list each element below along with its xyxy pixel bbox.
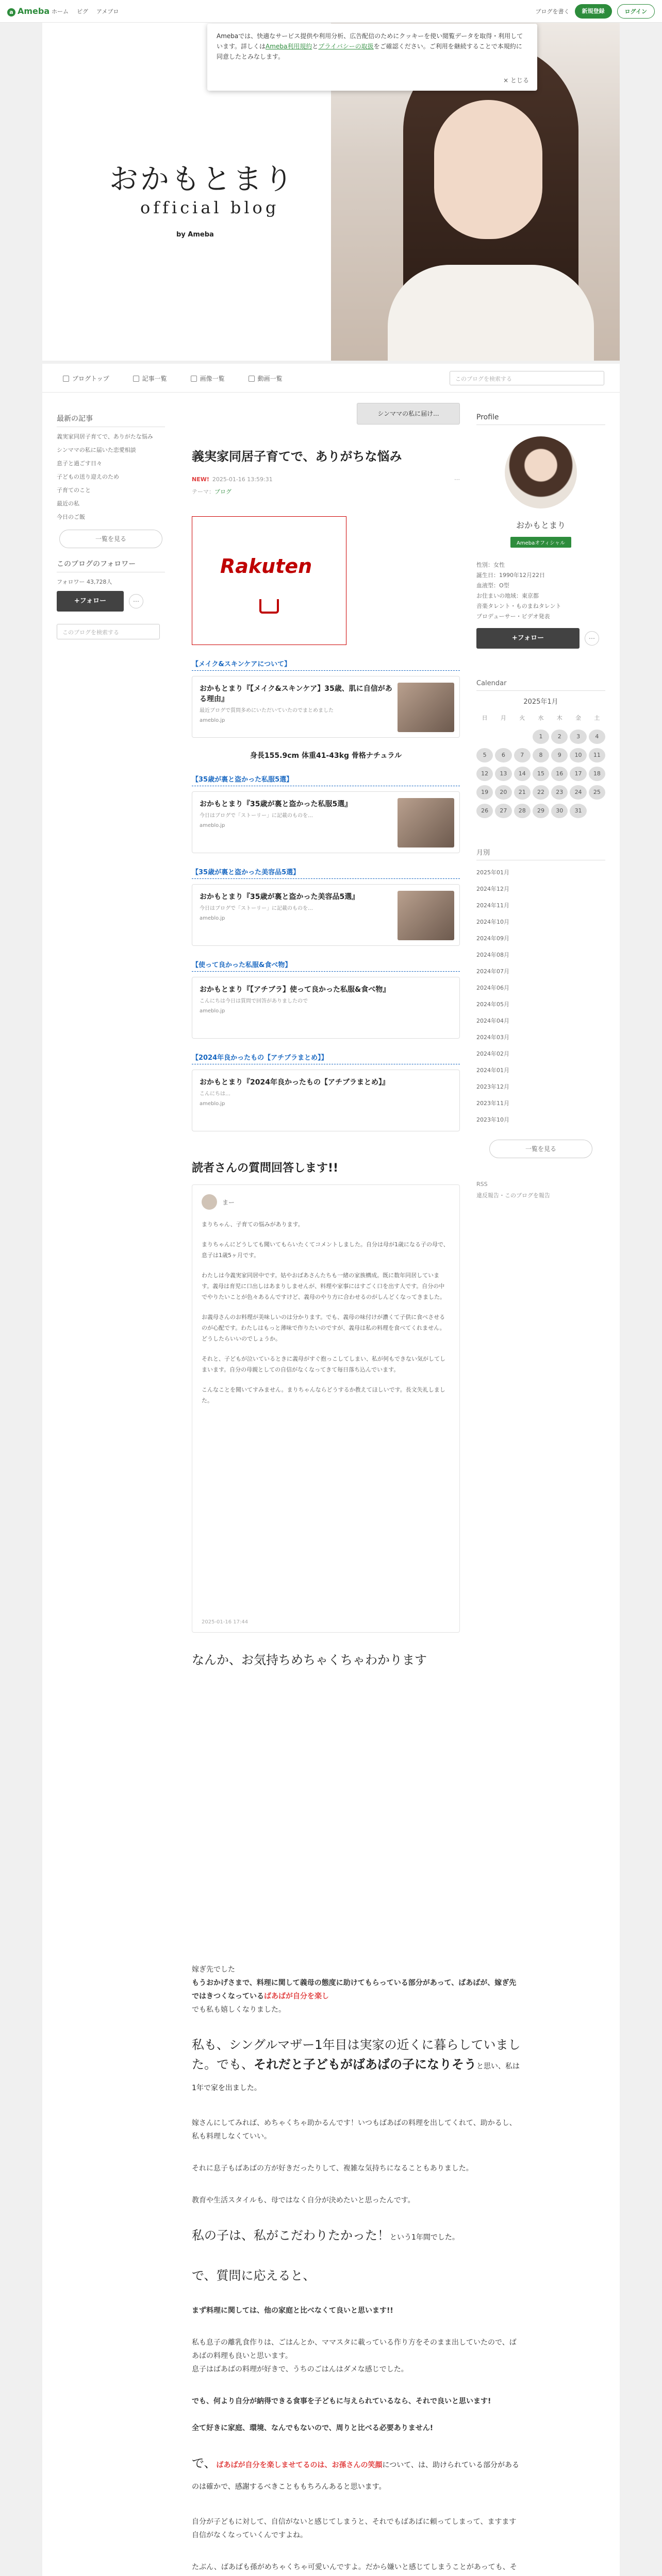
calendar-day — [495, 730, 511, 744]
blog-title[interactable]: おかもとまり — [109, 163, 295, 196]
official-badge: Amebaオフィシャル — [510, 537, 571, 548]
comment-paragraph: まりちゃん、子育ての悩みがあります。 — [202, 1221, 304, 1228]
profile-birthday: 誕生日：1990年12月22日 — [476, 572, 545, 579]
archive-item[interactable]: 2025年01月 — [476, 869, 509, 876]
rakuten-logo: Rakuten — [220, 555, 312, 578]
calendar-day[interactable]: 30 — [551, 804, 568, 818]
calendar-weekday: 水 — [538, 715, 544, 721]
calendar-weekday: 木 — [556, 715, 562, 721]
blog-subtitle: official blog — [140, 198, 279, 217]
calendar-day[interactable]: 18 — [589, 767, 605, 781]
calendar-day — [514, 730, 531, 744]
card-summary: こんにちは今日は質問で回答がありましたので — [200, 998, 308, 1004]
article-large — [192, 2453, 522, 2497]
nav-video-list[interactable]: 動画一覧 — [249, 374, 283, 383]
ameba-logo-icon: a — [7, 8, 15, 16]
profile-job2: プロデューサー・ビデオ発表 — [476, 613, 550, 620]
post-title: 義実家同居子育てで、ありがちな悩み — [192, 449, 402, 464]
text: 全て好きに家庭、環境、なんでもないので、周りと比べる必要ありません! — [192, 2424, 434, 2432]
comment-paragraph: まりちゃんにどうしても聞いてもらいたくてコメントしました。自分は母が1歳になる子の母で、息子は1歳5ヶ月です。 — [202, 1241, 449, 1259]
cookie-tail: をご確認ください。ご利用を継続することで本規約に同意したとみなします。 — [217, 43, 522, 60]
card-thumbnail — [398, 798, 454, 848]
card-title: おかもとまり『【メイク&スキンケア】35歳、肌に自信がある理由』 — [200, 685, 392, 703]
text: と思い、私は1年で家を出ました。 — [192, 2062, 520, 2092]
calendar-day[interactable]: 22 — [533, 785, 549, 800]
nav-image-list[interactable]: 画像一覧 — [191, 374, 225, 383]
calendar-day[interactable]: 9 — [551, 748, 568, 762]
section-heading: 【2024年良かったもの【アチブラまとめ】】 — [192, 1052, 460, 1064]
photo-face — [434, 100, 542, 239]
card-source: ameblo.jp — [200, 823, 225, 828]
calendar-day[interactable]: 21 — [514, 785, 531, 800]
camera-icon — [191, 376, 197, 382]
calendar-day[interactable]: 26 — [476, 804, 493, 818]
nav-ameblo[interactable]: アメブロ — [96, 8, 119, 15]
archive-list — [476, 868, 605, 1124]
card-source: ameblo.jp — [200, 1101, 225, 1107]
article-paragraph — [192, 1963, 522, 2016]
calendar-weekday: 金 — [575, 715, 582, 721]
calendar-day[interactable]: 14 — [514, 767, 531, 781]
share-icon[interactable]: ⋯ — [454, 476, 460, 483]
blog-search-input[interactable]: このブログを検索する — [450, 371, 604, 385]
follow-button[interactable]: +フォロー — [57, 591, 124, 612]
commenter-avatar — [202, 1194, 217, 1210]
calendar-day[interactable]: 6 — [495, 748, 511, 762]
calendar-title: Calendar — [476, 680, 605, 691]
profile-job: 音楽タレント・ものまねタレント — [476, 603, 561, 609]
article-paragraph: 自分が子どもに対して、自信がないと感じてしまうと、それでもばあばに頼ってしまって、ますます自信がなくなっていくんですよね。 — [192, 2518, 517, 2539]
recent-title: 最新の記事 — [57, 413, 165, 427]
article-paragraph: それに息子もばあばの方が好きだったりして、複雑な気持ちになることもありました。 — [192, 2164, 473, 2173]
top-bar — [0, 0, 662, 23]
theme-select-button[interactable]: シンママの私に届け... — [357, 403, 460, 425]
profile-gender: 性別：女性 — [476, 562, 505, 568]
section-heading: 【35歳が裏と盗かった美容品5選】 — [192, 867, 460, 879]
nav-home[interactable]: ホーム — [52, 8, 69, 15]
top-right — [536, 4, 655, 19]
profile-more-icon[interactable]: ⋯ — [585, 631, 599, 646]
signup-button[interactable]: 新規登録 — [575, 4, 612, 19]
article-paragraph: たぶん、ばあばも孫がめちゃくちゃ可愛いんですよ。だから嫌いと感じてしまうことがあっても、そ — [192, 2563, 517, 2571]
photo-body — [388, 265, 594, 361]
archive-item[interactable]: 2024年01月 — [476, 1067, 509, 1074]
archive-item[interactable]: 2024年03月 — [476, 1034, 509, 1041]
comment-paragraph: わたしは今義実家同居中です。姑やおばあさんたちも一緒の家族構成。既に数年同居しています。義母は育児に口出しはあまりしませんが、料理や家事にはすごく口を出す人です。自分の中でやりたいことが色々あるんですけど、義母のやり方に合わせるのがしんどくなってきました。 — [202, 1272, 445, 1300]
cart-icon — [259, 599, 279, 614]
recent-more-button[interactable]: 一覧を見る — [59, 530, 162, 548]
card-title: おかもとまり『35歳が裏と盗かった私服5選』 — [200, 800, 352, 808]
profile-info — [476, 560, 605, 622]
card-source: ameblo.jp — [200, 1008, 225, 1014]
calendar-day[interactable]: 31 — [570, 804, 586, 818]
profile-avatar[interactable] — [505, 436, 577, 509]
blog-by: by Ameba — [176, 231, 214, 239]
recent-item[interactable]: 息子と過ごす日々 — [57, 460, 102, 467]
card-thumbnail — [398, 683, 454, 732]
calendar-day[interactable]: 13 — [495, 767, 511, 781]
archive-item[interactable]: 2024年07月 — [476, 968, 509, 975]
archive-item[interactable]: 2024年09月 — [476, 935, 509, 942]
new-badge: NEW! — [192, 476, 209, 483]
archive-item[interactable]: 2024年04月 — [476, 1018, 509, 1024]
terms-link[interactable]: Ameba利用規約 — [266, 43, 312, 50]
reply-heading: なんか、お気持ちめちゃくちゃわかります — [192, 1653, 427, 1667]
archive-item[interactable]: 2023年11月 — [476, 1100, 509, 1107]
theme-link[interactable]: ブログ — [214, 488, 231, 495]
archive-item[interactable]: 2024年10月 — [476, 919, 509, 925]
blog-header — [42, 23, 620, 361]
blog-card[interactable] — [192, 1070, 460, 1131]
profile-name[interactable]: おかもとまり — [516, 520, 566, 530]
recent-item[interactable]: シンママの私に届いた恋愛相談 — [57, 447, 136, 453]
article-large: で、質問に応えると、 — [192, 2268, 316, 2283]
article-paragraph: まず料理に関しては、他の家庭と比べなくて良いと思います!! — [192, 2307, 393, 2315]
text: 私も息子の離乳食作りは、ごはんとか、ママスタに載っている作り方をそのまま出していたので、ばあばの料理も良いと思います。 — [192, 2338, 517, 2360]
article-large — [192, 2226, 522, 2247]
cookie-banner — [207, 24, 537, 91]
calendar-day — [589, 804, 605, 818]
section-heading: 【35歳が裏と盗かった私服5選】 — [192, 774, 460, 786]
comment-box — [192, 1184, 460, 1633]
list-icon — [133, 376, 139, 382]
calendar-day[interactable]: 3 — [570, 730, 586, 744]
archive-item[interactable]: 2024年02月 — [476, 1050, 509, 1057]
article-paragraph — [192, 2336, 522, 2376]
card-title: おかもとまり『2024年良かったもの【アチブラまとめ】』 — [200, 1078, 389, 1087]
card-summary: 今日はブログで「ストーリー」に記載のものを… — [200, 906, 313, 911]
text: 私の子は、私がこだわりたかった！ — [192, 2228, 390, 2243]
archive-item[interactable]: 2024年08月 — [476, 952, 509, 958]
nav-blog-top[interactable]: ブログトップ — [63, 374, 109, 383]
calendar-day[interactable]: 15 — [533, 767, 549, 781]
side-search-input[interactable]: このブログを検索する — [57, 624, 160, 639]
article-paragraph — [192, 2395, 522, 2435]
blog-card[interactable] — [192, 676, 460, 738]
text: 息子はばあばの料理が好きで、うちのごはんはダメな感じでした。 — [192, 2365, 408, 2374]
left-sidebar — [57, 413, 165, 639]
calendar-month: 2025年1月 — [523, 698, 558, 706]
nav-pigg[interactable]: ピグ — [77, 8, 88, 15]
calendar-day[interactable]: 20 — [495, 785, 511, 800]
post-meta — [192, 475, 460, 484]
logo-text: Ameba — [18, 6, 50, 16]
calendar-day[interactable]: 19 — [476, 785, 493, 800]
text: で、 — [192, 2456, 217, 2470]
calendar-day[interactable]: 7 — [514, 748, 531, 762]
recent-item[interactable]: 今日のご飯 — [57, 514, 85, 520]
text: について、は、助けられている部分があるのは確かで、感謝するべきことももちろんあると思います。 — [192, 2461, 519, 2491]
archive-item[interactable]: 2024年11月 — [476, 902, 509, 909]
rss-block — [476, 1179, 605, 1201]
calendar-day[interactable]: 1 — [533, 730, 549, 744]
calendar-grid — [476, 711, 605, 818]
home-icon — [63, 376, 69, 382]
profile-follow-button[interactable]: +フォロー — [476, 628, 580, 649]
text: ばあばが自分を楽しませてるのは、お孫さんの笑顔 — [216, 2461, 383, 2469]
calendar-weekday: 日 — [482, 715, 488, 721]
calendar-day[interactable]: 25 — [589, 785, 605, 800]
calendar-day[interactable]: 2 — [551, 730, 568, 744]
write-blog-link[interactable]: ブログを書く — [535, 8, 570, 15]
post-column — [192, 403, 460, 1669]
profile-blood: 血液型：O型 — [476, 582, 509, 589]
rss-link[interactable]: RSS — [476, 1181, 488, 1188]
blog-card[interactable] — [192, 791, 460, 853]
text: ばあばが自分を楽し — [264, 1992, 329, 2001]
article-paragraph: 嫁さんにしてみれば、めちゃくちゃ助かるんです！いつもばあばの料理を出してくれて、助かるし、私も料理しなくていい。 — [192, 2119, 517, 2141]
right-sidebar — [476, 413, 605, 1201]
rakuten-ad[interactable] — [192, 516, 346, 645]
calendar-day[interactable]: 27 — [495, 804, 511, 818]
text: それだと子どもがばあばの子になりそう — [254, 2057, 476, 2072]
calendar-day[interactable]: 23 — [551, 785, 568, 800]
privacy-link[interactable]: プライバシーの取扱 — [318, 43, 374, 50]
calendar-day[interactable]: 8 — [533, 748, 549, 762]
calendar-day[interactable]: 4 — [589, 730, 605, 744]
global-nav — [42, 364, 620, 393]
calendar-day[interactable]: 12 — [476, 767, 493, 781]
article-continued — [42, 1937, 620, 2576]
text: 私も、シングルマザー1年目は実家の近くに暮らしていました。でも、 — [192, 2038, 521, 2072]
profile-area: お住まいの地域：東京都 — [476, 592, 539, 599]
text: もうおかげさまで、料理に関して義母の態度に助けてもらっている部分があって、ばあばが、嫁ぎ先ではきつくなっている — [192, 1979, 517, 2001]
recent-item[interactable]: 義実家同居子育てで、ありがたな悩み — [57, 433, 153, 440]
calendar-day[interactable]: 16 — [551, 767, 568, 781]
text: 嫁ぎ先でした — [192, 1965, 235, 1974]
cookie-close-button[interactable]: × とじる — [503, 77, 529, 84]
text: という1年間でした。 — [390, 2233, 459, 2242]
article-paragraph: 教育や生活スタイルも、母ではなく自分が決めたいと思ったんです。 — [192, 2196, 415, 2205]
archive-item[interactable]: 2024年06月 — [476, 985, 509, 991]
followers-title: このブログのフォロワー — [57, 558, 165, 572]
card-thumbnail — [398, 891, 454, 940]
followers-count[interactable]: フォロワー 43,728人 — [57, 579, 112, 585]
nav-entry-list[interactable]: 記事一覧 — [133, 374, 167, 383]
comment-paragraph: それと、子どもが泣いているときに義母がすぐ抱っこしてしまい、私が何もできない気がしてしまいます。自分の母親としての自信がなくなってきて毎日落ち込んでいます。 — [202, 1355, 445, 1373]
card-summary: 最近ブログで質問多めにいただいていたのでまとめました — [200, 708, 334, 714]
section-heading: 【メイク&スキンケアについて】 — [192, 658, 460, 671]
calendar-day[interactable]: 17 — [570, 767, 586, 781]
calendar-weekday: 火 — [519, 715, 525, 721]
calendar-weekday: 土 — [594, 715, 600, 721]
login-button[interactable]: ログイン — [617, 4, 655, 19]
comment-paragraph: お義母さんのお料理が美味しいのは分かります。でも、義母の味付けが濃くて子供に食べさせるのが心配です。わたしはもっと薄味で作りたいのですが、義母は私の料理を食べてくれません。どうしたらいいのでしょうか。 — [202, 1314, 445, 1342]
calendar-day[interactable]: 24 — [570, 785, 586, 800]
archive-more-button[interactable]: 一覧を見る — [489, 1140, 592, 1158]
card-source: ameblo.jp — [200, 718, 225, 723]
video-icon — [249, 376, 255, 382]
card-title: おかもとまり『35歳が裏と盗かった美容品5選』 — [200, 893, 359, 901]
calendar-weekday: 月 — [500, 715, 506, 721]
cookie-mid: と — [312, 43, 319, 50]
qa-heading: 読者さんの質問回答します!! — [192, 1162, 339, 1175]
recent-item[interactable]: 子育てのこと — [57, 487, 91, 494]
card-title: おかもとまり『【アチブラ】使って良かった私服&食べ物』 — [200, 986, 390, 994]
section-heading: 【使って良かった私服&食べ物】 — [192, 959, 460, 972]
report-link[interactable]: 違反報告・このブログを報告 — [476, 1192, 550, 1199]
theme-line — [192, 487, 460, 496]
commenter-name: まー — [222, 1198, 235, 1206]
archive-item[interactable]: 2024年05月 — [476, 1001, 509, 1008]
comment-paragraph: こんなことを聞いてすみません。まりちゃんならどうするか教えてほしいです。長文失礼しました。 — [202, 1386, 445, 1404]
calendar-day — [476, 730, 493, 744]
calendar-day[interactable]: 10 — [570, 748, 586, 762]
text: でも私も嬉しくなりました。 — [192, 2006, 286, 2014]
card-summary: こんにちは… — [200, 1091, 230, 1097]
archive-item[interactable]: 2024年12月 — [476, 886, 509, 892]
card-source: ameblo.jp — [200, 916, 225, 921]
post-date: 2025-01-16 13:59:31 — [212, 476, 273, 483]
calendar-day[interactable]: 5 — [476, 748, 493, 762]
ameba-logo[interactable] — [7, 6, 49, 16]
profile-title: Profile — [476, 413, 605, 425]
archive-item[interactable]: 2023年10月 — [476, 1116, 509, 1123]
calendar-day[interactable]: 11 — [589, 748, 605, 762]
archive-title: 月別 — [476, 847, 605, 860]
card-summary: 今日はブログで「ストーリー」に記載のものを… — [200, 813, 313, 819]
text: でも、何より自分が納得できる食事を子どもに与えられているなら、それで良いと思います! — [192, 2397, 491, 2405]
blog-card[interactable] — [192, 884, 460, 946]
more-icon[interactable]: ⋯ — [129, 594, 143, 608]
comment-time: 2025-01-16 17:44 — [202, 1619, 249, 1625]
blog-card[interactable] — [192, 977, 460, 1039]
calendar-day[interactable]: 28 — [514, 804, 531, 818]
top-nav — [52, 7, 119, 15]
recent-item[interactable]: 最近の私 — [57, 500, 79, 507]
calendar-day[interactable]: 29 — [533, 804, 549, 818]
archive-item[interactable]: 2023年12月 — [476, 1083, 509, 1090]
height-line: 身長155.9cm 体重41-43kg 骨格ナチュラル — [250, 752, 402, 760]
theme-label: テーマ： — [192, 488, 214, 495]
article-large — [192, 2035, 522, 2098]
recent-item[interactable]: 子どもの送り迎えのため — [57, 473, 119, 480]
cookie-text: Amebaでは、快適なサービス提供や利用分析、広告配信のためにクッキーを使い閲覧データを取得・利用しています。詳しくは — [217, 32, 523, 50]
